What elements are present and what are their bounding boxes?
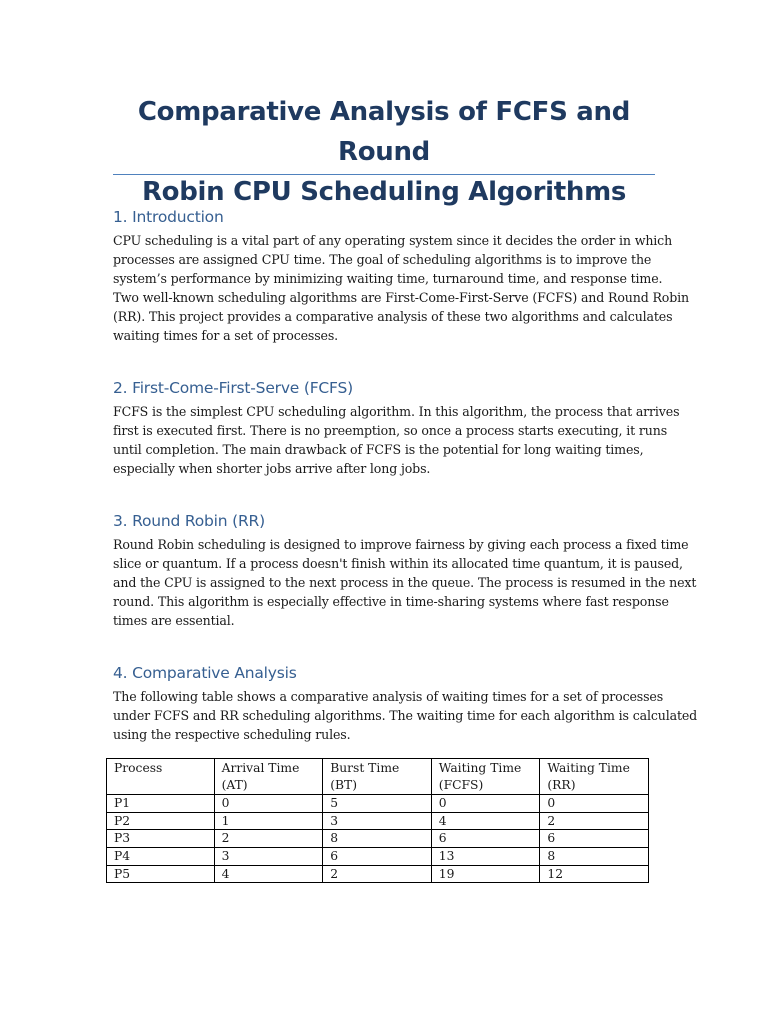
title-line-2: Robin CPU Scheduling Algorithms bbox=[141, 177, 627, 207]
cell-burst-time: 3 bbox=[323, 812, 432, 830]
cell-waiting-time-rr: 2 bbox=[540, 812, 649, 830]
paragraph-line: waiting times for a set of processes. bbox=[113, 328, 338, 344]
paragraph-line: The following table shows a comparative analysis of waiting times for a set of processes bbox=[113, 689, 664, 704]
cell-burst-time: 8 bbox=[323, 830, 432, 848]
cell-waiting-time-rr: 6 bbox=[540, 830, 649, 848]
waiting-time-comparison-table bbox=[106, 758, 649, 883]
section-heading-fcfs: 2. First-Come-First-Serve (FCFS) bbox=[113, 379, 353, 397]
cell-process: P1 bbox=[107, 795, 215, 813]
table-row bbox=[107, 830, 649, 848]
cell-waiting-time-fcfs: 19 bbox=[431, 865, 540, 883]
header-arrival-time: Arrival Time (AT) bbox=[214, 759, 323, 795]
title-line-1: Comparative Analysis of FCFS and Round bbox=[137, 97, 631, 167]
table-row bbox=[107, 865, 649, 883]
paragraph-line: processes are assigned CPU time. The goal of scheduling algorithms is to improve the bbox=[113, 252, 652, 268]
section-heading-round-robin: 3. Round Robin (RR) bbox=[113, 512, 265, 530]
table-header-row bbox=[107, 759, 649, 795]
section-paragraph-fcfs bbox=[113, 402, 680, 478]
paragraph-line: until completion. The main drawback of FCFS is the potential for long waiting times, bbox=[113, 442, 644, 458]
section-paragraph-comparative-analysis bbox=[113, 687, 698, 744]
cell-waiting-time-rr: 0 bbox=[540, 795, 649, 813]
paragraph-line: CPU scheduling is a vital part of any operating system since it decides the order in which bbox=[113, 233, 673, 248]
paragraph-line: slice or quantum. If a process doesn't finish within its allocated time quantum, it is paused, bbox=[113, 556, 683, 572]
cell-waiting-time-fcfs: 13 bbox=[431, 847, 540, 865]
header-waiting-time-fcfs: Waiting Time (FCFS) bbox=[431, 759, 540, 795]
cell-process: P5 bbox=[107, 865, 215, 883]
paragraph-line: FCFS is the simplest CPU scheduling algorithm. In this algorithm, the process that arrives bbox=[113, 404, 680, 419]
cell-waiting-time-fcfs: 4 bbox=[431, 812, 540, 830]
section-heading-introduction: 1. Introduction bbox=[113, 208, 224, 226]
cell-waiting-time-fcfs: 6 bbox=[431, 830, 540, 848]
paragraph-line: and the CPU is assigned to the next process in the queue. The process is resumed in the next bbox=[113, 575, 697, 591]
cell-waiting-time-rr: 12 bbox=[540, 865, 649, 883]
paragraph-line: especially when shorter jobs arrive after long jobs. bbox=[113, 461, 431, 477]
section-paragraph-introduction bbox=[113, 231, 689, 346]
paragraph-line: using the respective scheduling rules. bbox=[113, 727, 351, 743]
cell-process: P4 bbox=[107, 847, 215, 865]
cell-burst-time: 2 bbox=[323, 865, 432, 883]
paragraph-line: (RR). This project provides a comparative analysis of these two algorithms and calculates bbox=[113, 309, 673, 325]
document-title bbox=[113, 92, 655, 212]
section-paragraph-round-robin bbox=[113, 535, 697, 630]
cell-burst-time: 5 bbox=[323, 795, 432, 813]
cell-process: P3 bbox=[107, 830, 215, 848]
table-row bbox=[107, 795, 649, 813]
paragraph-line: round. This algorithm is especially effective in time-sharing systems where fast response bbox=[113, 594, 669, 610]
paragraph-line: under FCFS and RR scheduling algorithms. The waiting time for each algorithm is calculated bbox=[113, 708, 698, 724]
table-row bbox=[107, 812, 649, 830]
table-row bbox=[107, 847, 649, 865]
paragraph-line: Two well-known scheduling algorithms are First-Come-First-Serve (FCFS) and Round Robin bbox=[113, 290, 689, 306]
cell-burst-time: 6 bbox=[323, 847, 432, 865]
paragraph-line: times are essential. bbox=[113, 613, 235, 629]
paragraph-line: Round Robin scheduling is designed to improve fairness by giving each process a fixed time bbox=[113, 537, 689, 552]
cell-waiting-time-fcfs: 0 bbox=[431, 795, 540, 813]
section-heading-comparative-analysis: 4. Comparative Analysis bbox=[113, 664, 297, 682]
cell-waiting-time-rr: 8 bbox=[540, 847, 649, 865]
header-burst-time: Burst Time (BT) bbox=[323, 759, 432, 795]
title-underline-divider bbox=[113, 174, 655, 175]
cell-arrival-time: 3 bbox=[214, 847, 323, 865]
cell-arrival-time: 0 bbox=[214, 795, 323, 813]
cell-process: P2 bbox=[107, 812, 215, 830]
paragraph-line: system’s performance by minimizing waiting time, turnaround time, and response time. bbox=[113, 271, 663, 287]
cell-arrival-time: 1 bbox=[214, 812, 323, 830]
header-waiting-time-rr: Waiting Time (RR) bbox=[540, 759, 649, 795]
header-process: Process bbox=[107, 759, 215, 795]
cell-arrival-time: 4 bbox=[214, 865, 323, 883]
cell-arrival-time: 2 bbox=[214, 830, 323, 848]
paragraph-line: first is executed first. There is no preemption, so once a process starts executing, it runs bbox=[113, 423, 668, 439]
